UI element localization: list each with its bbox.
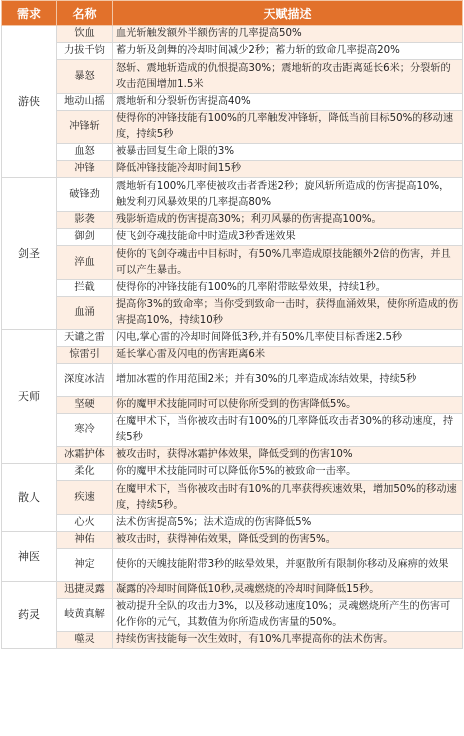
category-cell: 天师 [2,330,57,464]
talent-description: 使得你的冲锋技能有100%的几率附带眩晕效果，持续1秒。 [113,280,463,297]
talent-name: 岐黄真解 [57,599,113,632]
talent-description: 使你的飞剑夺魂击中目标时，有50%几率造成原技能额外2倍的伤害，并且可以产生暴击。 [113,246,463,280]
talent-row [2,246,463,280]
talent-row [2,280,463,297]
talent-name: 影袭 [57,212,113,229]
talent-row [2,212,463,229]
talent-description: 提高你3%的致命率；当你受到致命一击时，获得血涌效果，使你所造成的伤害提高10%，持续10秒 [113,297,463,330]
talent-name: 御剑 [57,229,113,246]
talent-row [2,414,463,447]
talent-description: 使飞剑夺魂技能命中时造成3秒香迷效果 [113,229,463,246]
category-cell: 药灵 [2,582,57,649]
talent-description: 闪电,掌心雷的冷却时间降低3秒,并有50%几率使目标香迷2.5秒 [113,330,463,347]
talent-row [2,161,463,178]
talent-name: 拦截 [57,280,113,297]
talent-name: 冲锋 [57,161,113,178]
talent-name: 血涌 [57,297,113,330]
talent-description: 凝露的冷却时间降低10秒,灵魂燃烧的冷却时间降低15秒。 [113,582,463,599]
talent-name: 暴怒 [57,60,113,94]
talent-description: 增加冰雹的作用范围2米；并有30%的几率造成冻结效果，持续5秒 [113,364,463,397]
talent-table [1,0,463,649]
talent-row [2,111,463,144]
header-category: 需求 [2,1,57,26]
category-cell: 剑圣 [2,178,57,330]
talent-row [2,60,463,94]
talent-row [2,347,463,364]
talent-table-body [2,26,463,649]
talent-description: 延长掌心雷及闪电的伤害距离6米 [113,347,463,364]
talent-row [2,582,463,599]
talent-row [2,297,463,330]
talent-name: 神佑 [57,532,113,549]
talent-name: 地动山摇 [57,94,113,111]
talent-name: 深度冰洁 [57,364,113,397]
talent-row [2,532,463,549]
talent-row [2,549,463,582]
talent-row [2,397,463,414]
category-cell: 散人 [2,464,57,532]
talent-description: 法术伤害提高5%；法术造成的伤害降低5% [113,515,463,532]
talent-description: 被暴击回复生命上限的3% [113,144,463,161]
talent-name: 饮血 [57,26,113,43]
talent-description: 残影斩造成的伤害提高30%；利刃风暴的伤害提高100%。 [113,212,463,229]
header-description: 天赋描述 [113,1,463,26]
talent-row [2,447,463,464]
talent-row [2,632,463,649]
talent-description: 震地斩和分裂斩伤害提高40% [113,94,463,111]
talent-name: 坚硬 [57,397,113,414]
talent-description: 降低冲锋技能冷却时间15秒 [113,161,463,178]
talent-description: 震地斩有100%几率使被攻击者香迷2秒；旋风斩所造成的伤害提高10%，触发利刃风暴效果的几率提高80% [113,178,463,212]
talent-row [2,464,463,481]
talent-name: 惊雷引 [57,347,113,364]
talent-name: 神定 [57,549,113,582]
talent-name: 冲锋斩 [57,111,113,144]
talent-description: 血光斩触发额外半额伤害的几率提高50% [113,26,463,43]
talent-description: 蓄力斩及剑舞的冷却时间减少2秒；蓄力斩的致命几率提高20% [113,43,463,60]
category-cell: 游侠 [2,26,57,178]
talent-description: 在魔甲术下，当你被攻击时有100%的几率降低攻击者30%的移动速度，持续5秒 [113,414,463,447]
talent-description: 被攻击时，获得神佑效果，降低受到的伤害5%。 [113,532,463,549]
talent-description: 在魔甲术下，当你被攻击时有10%的几率获得疾速效果，增加50%的移动速度，持续5秒。 [113,481,463,515]
talent-description: 持续伤害技能每一次生效时，有10%几率提高你的法术伤害。 [113,632,463,649]
talent-row [2,515,463,532]
talent-name: 冰霜护体 [57,447,113,464]
talent-description: 使你的天魄技能附带3秒的眩晕效果，并驱散所有限制你移动及麻痹的效果 [113,549,463,582]
talent-name: 寒冷 [57,414,113,447]
talent-name: 破锋劲 [57,178,113,212]
talent-name: 柔化 [57,464,113,481]
talent-row [2,330,463,347]
header-row [2,1,463,26]
talent-description: 使得你的冲锋技能有100%的几率触发冲锋斩，降低当前目标50%的移动速度，持续5秒 [113,111,463,144]
talent-row [2,364,463,397]
talent-row [2,26,463,43]
talent-row [2,599,463,632]
talent-name: 天谴之雷 [57,330,113,347]
talent-name: 噬灵 [57,632,113,649]
talent-description: 你的魔甲术技能同时可以使你所受到的伤害降低5%。 [113,397,463,414]
talent-name: 力拔千钧 [57,43,113,60]
talent-description: 被动提升全队的攻击力3%，以及移动速度10%；灵魂燃烧所产生的伤害可化作你的元气，其数值为你所造成伤害量的50%。 [113,599,463,632]
talent-name: 迅捷灵露 [57,582,113,599]
talent-row [2,144,463,161]
talent-name: 血怒 [57,144,113,161]
category-cell: 神医 [2,532,57,582]
talent-row [2,178,463,212]
talent-row [2,94,463,111]
talent-row [2,481,463,515]
header-name: 名称 [57,1,113,26]
talent-description: 怒斩、震地斩造成的仇恨提高30%；震地斩的攻击距离延长6米；分裂斩的攻击范围增加1.5米 [113,60,463,94]
talent-description: 你的魔甲术技能同时可以降低你5%的被致命一击率。 [113,464,463,481]
talent-description: 被攻击时，获得冰霜护体效果，降低受到的伤害10% [113,447,463,464]
talent-name: 心火 [57,515,113,532]
talent-name: 疾速 [57,481,113,515]
talent-row [2,43,463,60]
talent-row [2,229,463,246]
talent-name: 淬血 [57,246,113,280]
